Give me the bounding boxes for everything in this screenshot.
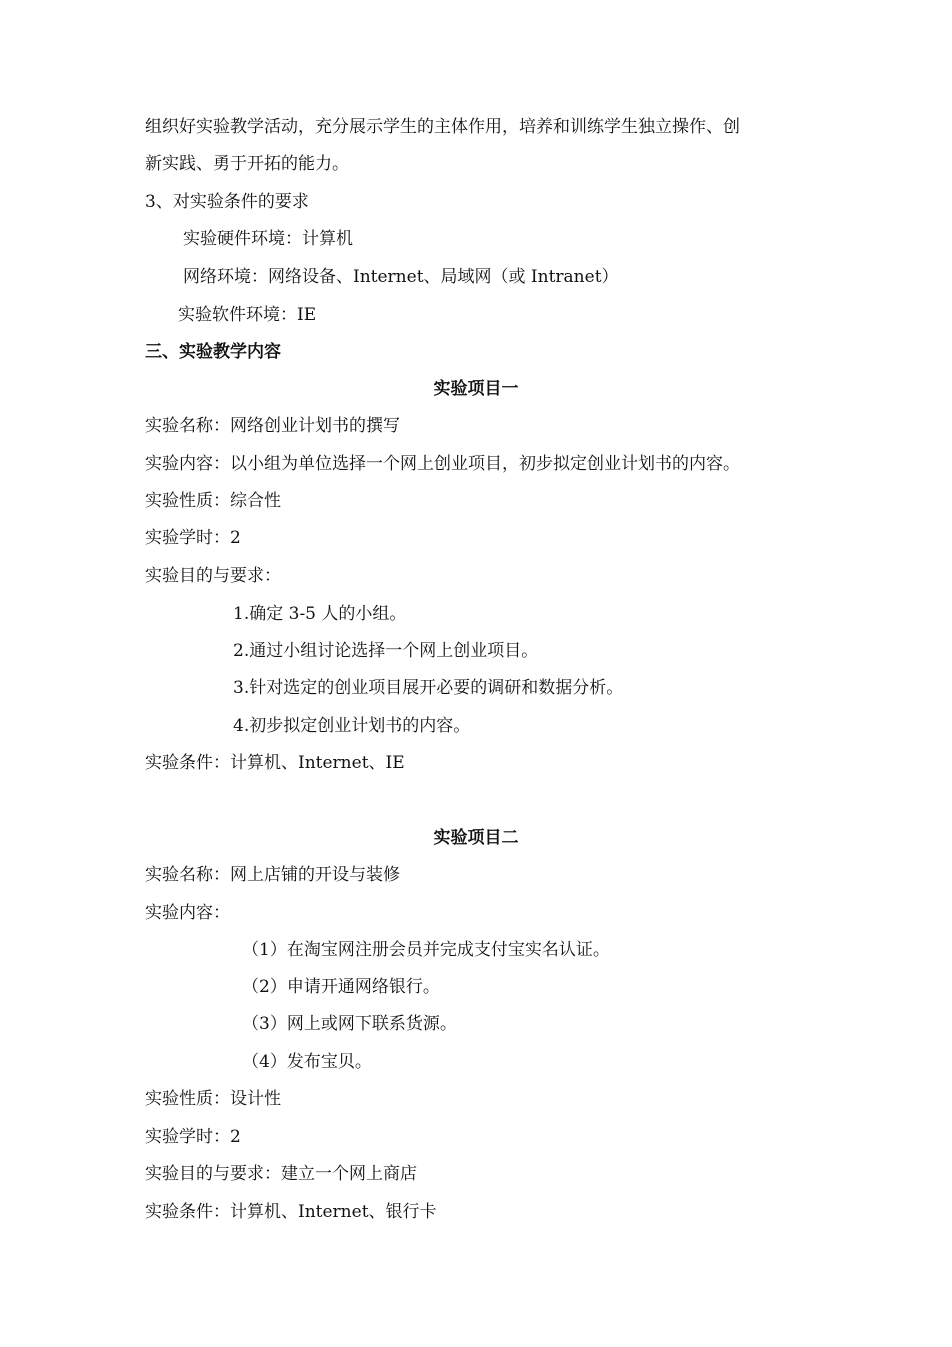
project-2-name: 实验名称：网上店铺的开设与装修 <box>145 865 400 885</box>
hardware-environment: 实验硬件环境：计算机 <box>183 229 353 249</box>
project-2-hours: 实验学时：2 <box>145 1127 241 1147</box>
project-1-conditions: 实验条件：计算机、Internet、IE <box>145 753 405 773</box>
conditions-heading: 3、对实验条件的要求 <box>145 192 309 212</box>
project-2-content-item: （4）发布宝贝。 <box>242 1052 372 1072</box>
section-heading: 三、实验教学内容 <box>145 342 281 362</box>
intro-line-2: 新实践、勇于开拓的能力。 <box>145 154 349 174</box>
project-2-title: 实验项目二 <box>433 828 519 848</box>
project-1-content: 实验内容：以小组为单位选择一个网上创业项目，初步拟定创业计划书的内容。 <box>145 454 740 474</box>
project-2-content-item: （1）在淘宝网注册会员并完成支付宝实名认证。 <box>242 940 610 960</box>
project-1-goal-item: 4.初步拟定创业计划书的内容。 <box>233 716 471 736</box>
project-1-goal-item: 3.针对选定的创业项目展开必要的调研和数据分析。 <box>233 678 624 698</box>
project-1-name: 实验名称：网络创业计划书的撰写 <box>145 416 400 436</box>
project-2-content-label: 实验内容： <box>145 903 230 923</box>
project-2-nature: 实验性质：设计性 <box>145 1089 281 1109</box>
project-1-title: 实验项目一 <box>433 379 519 399</box>
project-2-content-item: （3）网上或网下联系货源。 <box>242 1014 457 1034</box>
network-environment: 网络环境：网络设备、Internet、局域网（或 Intranet） <box>183 267 619 287</box>
project-2-conditions: 实验条件：计算机、Internet、银行卡 <box>145 1202 437 1222</box>
project-1-hours: 实验学时：2 <box>145 528 241 548</box>
project-2-goal: 实验目的与要求：建立一个网上商店 <box>145 1164 417 1184</box>
project-2-content-item: （2）申请开通网络银行。 <box>242 977 440 997</box>
software-environment: 实验软件环境：IE <box>178 305 317 325</box>
project-1-goal-label: 实验目的与要求： <box>145 566 281 586</box>
project-1-goal-item: 2.通过小组讨论选择一个网上创业项目。 <box>233 641 539 661</box>
intro-line-1: 组织好实验教学活动，充分展示学生的主体作用，培养和训练学生独立操作、创 <box>145 117 740 137</box>
project-1-goal-item: 1.确定 3-5 人的小组。 <box>233 604 407 624</box>
project-1-nature: 实验性质：综合性 <box>145 491 281 511</box>
